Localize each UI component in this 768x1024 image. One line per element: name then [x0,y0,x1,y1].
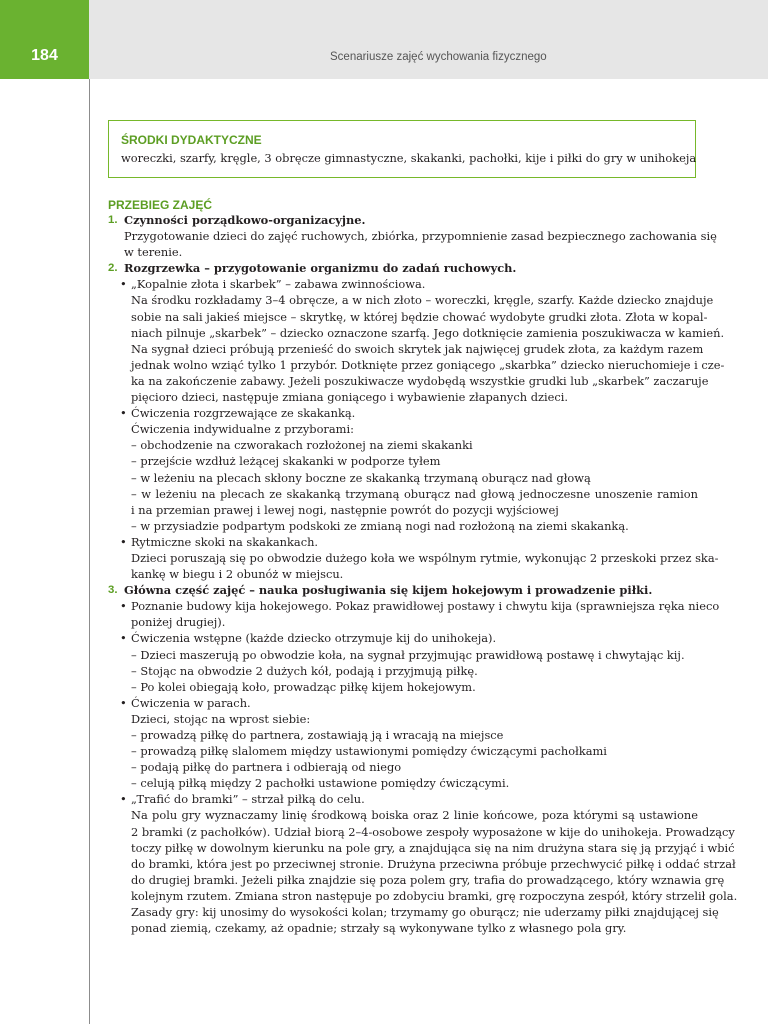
text-line [108,421,698,437]
text-line [108,647,698,663]
bullet-icon: • [120,599,127,614]
text-line [108,437,698,453]
line-text: jednak wolno wziąć tylko 1 przybór. Dotknięte przez goniącego „skarbka” dziecko nieruchomieje i cze- [131,357,725,372]
line-text: – obchodzenie na czworakach rozłożonej na ziemi skakanki [131,438,473,453]
line-text: kankę w biegu i 2 obunóż w miejscu. [131,567,344,582]
text-line [108,502,698,518]
line-text: Przygotowanie dzieci do zajęć ruchowych, zbiórka, przypomnienie zasad bezpiecznego zachowania się [124,229,717,244]
bullet-item [108,276,698,292]
text-line [108,711,698,727]
bullet-icon: • [120,792,127,807]
line-text: Na sygnał dzieci próbują przenieść do swoich skrytek jak najwięcej grudek złota, za każdym razem [131,341,704,356]
line-text: kolejnym rzutem. Zmiana stron następuje po zdobyciu bramki, grę rozpoczyna zespół, który strzelił gola. [131,888,738,903]
text-line [108,856,736,872]
text-line [108,888,738,904]
line-text: ka na zakończenie zabawy. Jeżeli poszukiwacze wydobędą wszystkie grudki lub „skarbek” zaczaruje [131,373,709,388]
text-line [108,824,735,840]
text-line [108,840,735,856]
line-text: 2 bramki (z pachołków). Udział biorą 2–4-osobowe zespoły wyposażone w kije do unihokeja. Prowadzący [131,824,735,839]
lesson-content [108,212,738,936]
bullet-icon: • [120,277,127,292]
step-number: 2. [108,262,118,275]
text-line [108,292,714,308]
bullet-icon: • [120,695,127,710]
line-text: Ćwiczenia wstępne (każde dziecko otrzymuje kij do unihokeja). [131,631,497,646]
text-line [108,759,698,775]
line-text: Poznanie budowy kija hokejowego. Pokaz prawidłowej postawy i chwytu kija (sprawniejsza ręka nieco [131,599,720,614]
line-text: – Dzieci maszerują po obwodzie koła, na sygnał przyjmując prawidłową postawę i chwytając kij. [131,647,685,662]
text-line [108,453,698,469]
line-text: poniżej drugiej). [131,615,226,630]
text-line [108,743,698,759]
running-title: Scenariusze zajęć wychowania fizycznego [330,51,547,63]
bullet-item [108,695,698,711]
text-line [108,470,698,486]
step-number: 1. [108,214,118,226]
line-text: „Kopalnie złota i skarbek” – zabawa zwinnościowa. [131,277,426,292]
step-heading [108,582,698,598]
bullet-icon: • [120,534,127,549]
step-heading [108,260,698,276]
line-text: – podają piłkę do partnera i odbierają od niego [131,760,402,775]
bullet-item [108,598,720,614]
line-text: – przejście wzdłuż leżącej skakanki w podporze tyłem [131,454,441,469]
line-text: Rozgrzewka – przygotowanie organizmu do zadań ruchowych. [124,261,517,276]
text-line [108,228,717,244]
line-text: do drugiej bramki. Jeżeli piłka znajdzie się poza polem gry, trafia do prowadzącego, który wznawia grę [131,872,725,887]
text-line [108,679,698,695]
text-line [108,727,698,743]
text-line [108,920,698,936]
line-text: „Trafić do bramki” – strzał piłką do celu. [131,792,365,807]
line-text: w terenie. [124,245,183,260]
line-text: – celują piłką między 2 pachołki ustawione pomiędzy ćwiczącymi. [131,776,510,791]
line-text: niach pilnuje „skarbek” – dziecko oznaczone szarfą. Jego dotknięcie zamienia poszukiwacza w kamień. [131,325,725,340]
line-text: Na polu gry wyznaczamy linię środkową boiska oraz 2 linie końcowe, poza którymi są ustawione [131,808,698,823]
bullet-icon: • [120,631,127,646]
text-line [108,357,725,373]
text-line [108,518,698,534]
text-line [108,341,704,357]
line-text: – prowadzą piłkę do partnera, zostawiają ją i wracają na miejsce [131,728,504,742]
line-text: – w leżeniu na plecach ze skakanką trzymaną oburącz nad głową jednoczesne unoszenie ramion [131,486,698,501]
text-line [108,904,719,920]
bullet-item [108,791,698,807]
bullet-item [108,630,698,646]
line-text: do bramki, która jest po przeciwnej stronie. Drużyna przeciwna próbuje przechwycić piłkę i oddać strzał [131,856,736,871]
page-header [0,0,768,79]
text-line [108,807,698,823]
text-line [108,373,709,389]
text-line [108,550,719,566]
line-text: – w przysiadzie podpartym podskoki ze zmianą nogi nad rozłożoną na ziemi skakanką. [131,518,629,533]
line-text: – Po kolei obiegają koło, prowadząc piłkę kijem hokejowym. [131,679,476,694]
line-text: Na środku rozkładamy 3–4 obręcze, a w nich złoto – woreczki, kręgle, szarfy. Każde dziecko znajduje [131,293,714,308]
section-title: PRZEBIEG ZAJĘĆ [108,198,213,212]
page-number: 184 [0,0,89,79]
text-line [108,663,698,679]
materials-title: ŚRODKI DYDAKTYCZNE [121,133,262,147]
line-text: sobie na sali jakieś miejsce – skrytkę, w której będzie chować wydobyte grudki złota. Złota w kopal- [131,309,708,324]
line-text: pięcioro dzieci, następuje zmiana goniącego i wybawienie złapanych dzieci. [131,390,569,405]
line-text: Ćwiczenia w parach. [131,695,251,710]
line-text: – prowadzą piłkę slalomem między ustawionymi pomiędzy ćwiczącymi pachołkami [131,744,607,759]
text-line [108,775,698,791]
line-text: Główna część zajęć – nauka posługiwania się kijem hokejowym i prowadzenie piłki. [124,583,653,598]
materials-text: woreczki, szarfy, kręgle, 3 obręcze gimnastyczne, skakanki, pachołki, kije i piłki do gry w unihokeja [121,151,697,165]
bullet-item [108,534,698,550]
bullet-item [108,405,698,421]
line-text: Dzieci poruszają się po obwodzie dużego koła we wspólnym rytmie, wykonując 2 przeskoki przez ska- [131,550,719,565]
line-text: Ćwiczenia rozgrzewające ze skakanką. [131,406,356,421]
margin-rule [89,79,90,1024]
line-text: Zasady gry: kij unosimy do wysokości kolan; trzymamy go oburącz; nie uderzamy piłki znajdującej się [131,905,719,920]
text-line [108,614,698,630]
text-line [108,566,698,582]
line-text: ponad ziemią, czekamy, aż opadnie; strzały są wykonywane tylko z własnego pola gry. [131,921,627,936]
line-text: – w leżeniu na plecach skłony boczne ze skakanką trzymaną oburącz nad głową [131,470,591,485]
text-line [108,486,698,502]
step-number: 3. [108,584,118,597]
line-text: Ćwiczenia indywidualne z przyborami: [131,422,354,437]
line-text: toczy piłkę w dowolnym kierunku na pole gry, a znajdująca się na nim drużyna stara się ją przyjąć i wbić [131,840,735,855]
bullet-icon: • [120,406,127,421]
materials-box [108,120,696,178]
text-line [108,872,725,888]
line-text: Czynności porządkowo-organizacyjne. [124,213,366,227]
line-text: – Stojąc na obwodzie 2 dużych kół, podają i przyjmują piłkę. [131,663,478,678]
line-text: i na przemian prawej i lewej nogi, następnie powrót do pozycji wyjściowej [131,502,559,517]
line-text: Rytmiczne skoki na skakankach. [131,534,319,549]
text-line [108,325,725,341]
text-line [108,309,708,325]
line-text: Dzieci, stojąc na wprost siebie: [131,711,311,726]
step-heading [108,212,698,228]
text-line [108,389,698,405]
text-line [108,244,698,260]
